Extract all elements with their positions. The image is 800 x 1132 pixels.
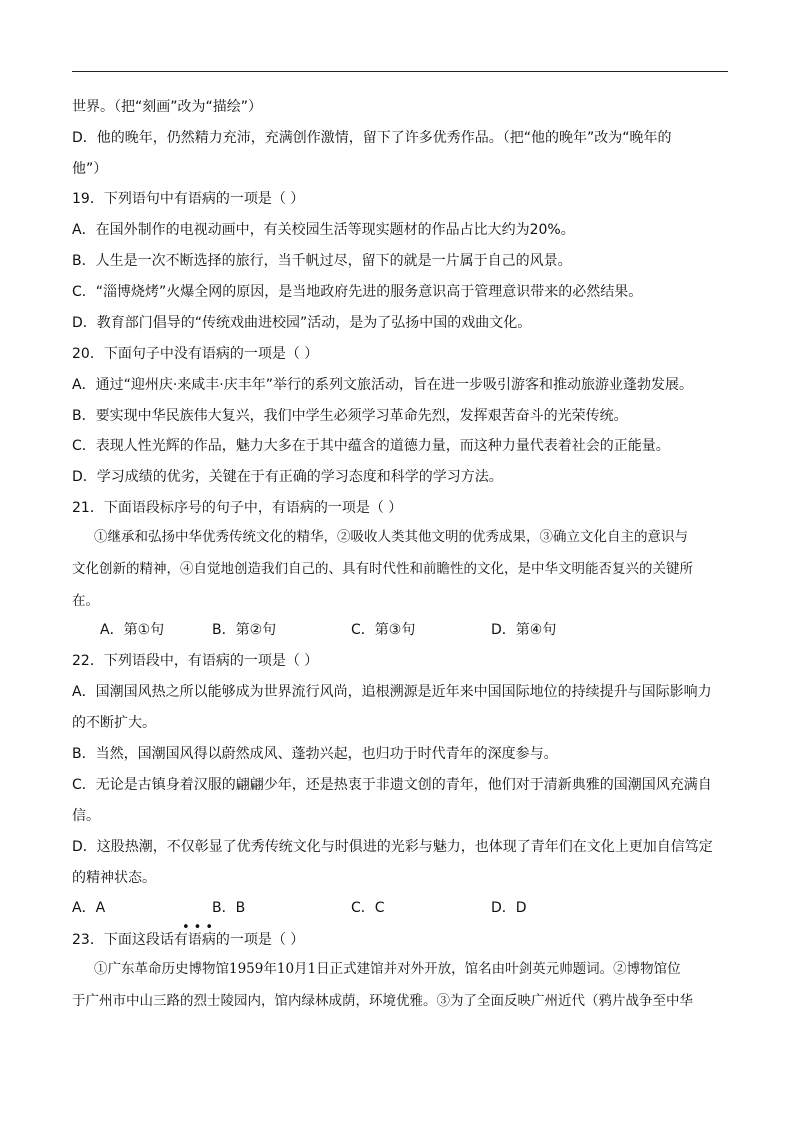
question-22: 22．下列语段中，有语病的一项是（ ）	[72, 653, 319, 669]
option-21-a: A．第①句	[100, 622, 165, 638]
option-20-b: B．要实现中华民族伟大复兴，我们中学生必须学习革命先烈，发挥艰苦奋斗的光荣传统。	[72, 408, 628, 424]
header-rule	[72, 71, 728, 72]
question-20: 20．下面句子中没有语病的一项是（ ）	[72, 346, 319, 362]
option-19-d: D．教育部门倡导的“传统戏曲进校园”活动，是为了弘扬中国的戏曲文化。	[72, 315, 532, 331]
choice-22-d: D．D	[491, 900, 527, 916]
option-19-b: B．人生是一次不断选择的旅行，当千帆过尽，留下的就是一片属于自己的风景。	[72, 253, 572, 269]
passage-21	[72, 521, 728, 617]
option-20-c: C．表现人性光辉的作品，魅力大多在于其中蕴含的道德力量，而这种力量代表着社会的正能量。	[72, 438, 670, 454]
passage-23	[72, 953, 728, 1017]
option-21-c: C．第③句	[351, 622, 416, 638]
option-22-a: A．国潮国风热之所以能够成为世界流行风尚，追根溯源是近年来中国国际地位的持续提升与国际影响力	[72, 684, 712, 700]
text-line: 世界。（把“刻画”改为“描绘”）	[72, 99, 263, 115]
option-22-c: C．无论是古镇身着汉服的翩翩少年，还是热衷于非遗文创的青年，他们对于清新典雅的国潮国风充满自	[72, 777, 712, 793]
passage-line: ①继承和弘扬中华优秀传统文化的精华，②吸收人类其他文明的优秀成果，③确立文化自主的意识与	[94, 529, 688, 545]
text-line: D．他的晚年，仍然精力充沛，充满创作激情，留下了许多优秀作品。（把“他的晚年”改为“晚年的	[72, 130, 672, 146]
option-22-d-cont: 的精神状态。	[72, 870, 156, 886]
question-21: 21．下面语段标序号的句子中，有语病的一项是（ ）	[72, 500, 403, 516]
option-22-b: B．当然，国潮国风得以蔚然成风、蓬勃兴起，也归功于时代青年的深度参与。	[72, 746, 558, 762]
passage-line: ①广东革命历史博物馆1959年10月1日正式建馆并对外开放，馆名由叶剑英元帅题词。②博物馆位	[94, 961, 681, 977]
question-23: 23．下面这段话有语病的一项是（ ）	[72, 932, 305, 948]
options-21	[72, 620, 732, 640]
option-21-d: D．第④句	[491, 622, 557, 638]
option-22-d: D．这股热潮，不仅彰显了优秀传统文化与时俱进的光彩与魅力，也体现了青年们在文化上更加自信笃定	[72, 839, 713, 855]
option-19-a: A．在国外制作的电视动画中，有关校园生活等现实题材的作品占比大约为20%。	[72, 222, 575, 238]
passage-line: 文化创新的精神，④自觉地创造我们自己的、具有时代性和前瞻性的文化，是中华文明能否复兴的关键所	[72, 561, 693, 577]
question-19: 19．下列语句中有语病的一项是（ ）	[72, 191, 305, 207]
option-22-a-cont: 的不断扩大。	[72, 715, 156, 731]
choice-22-b: B．B	[212, 900, 246, 916]
emphasis-dots: •••	[182, 920, 218, 935]
choice-22-c: C．C	[351, 900, 385, 916]
passage-line: 于广州市中山三路的烈士陵园内，馆内绿林成荫，环境优雅。③为了全面反映广州近代（鸦片战争至中华	[72, 993, 693, 1009]
text-line: 他”）	[72, 161, 108, 177]
choice-22-a: A．A	[72, 900, 106, 916]
option-20-a: A．通过“迎州庆·来咸丰·庆丰年”举行的系列文旅活动，旨在进一步吸引游客和推动旅游业蓬勃发展。	[72, 377, 693, 393]
options-22	[72, 898, 732, 918]
option-22-c-cont: 信。	[72, 808, 100, 824]
option-19-c: C．“淄博烧烤”火爆全网的原因，是当地政府先进的服务意识高于管理意识带来的必然结果。	[72, 284, 643, 300]
option-21-b: B．第②句	[212, 622, 277, 638]
passage-line: 在。	[72, 593, 99, 609]
option-20-d: D．学习成绩的优劣，关键在于有正确的学习态度和科学的学习方法。	[72, 469, 503, 485]
